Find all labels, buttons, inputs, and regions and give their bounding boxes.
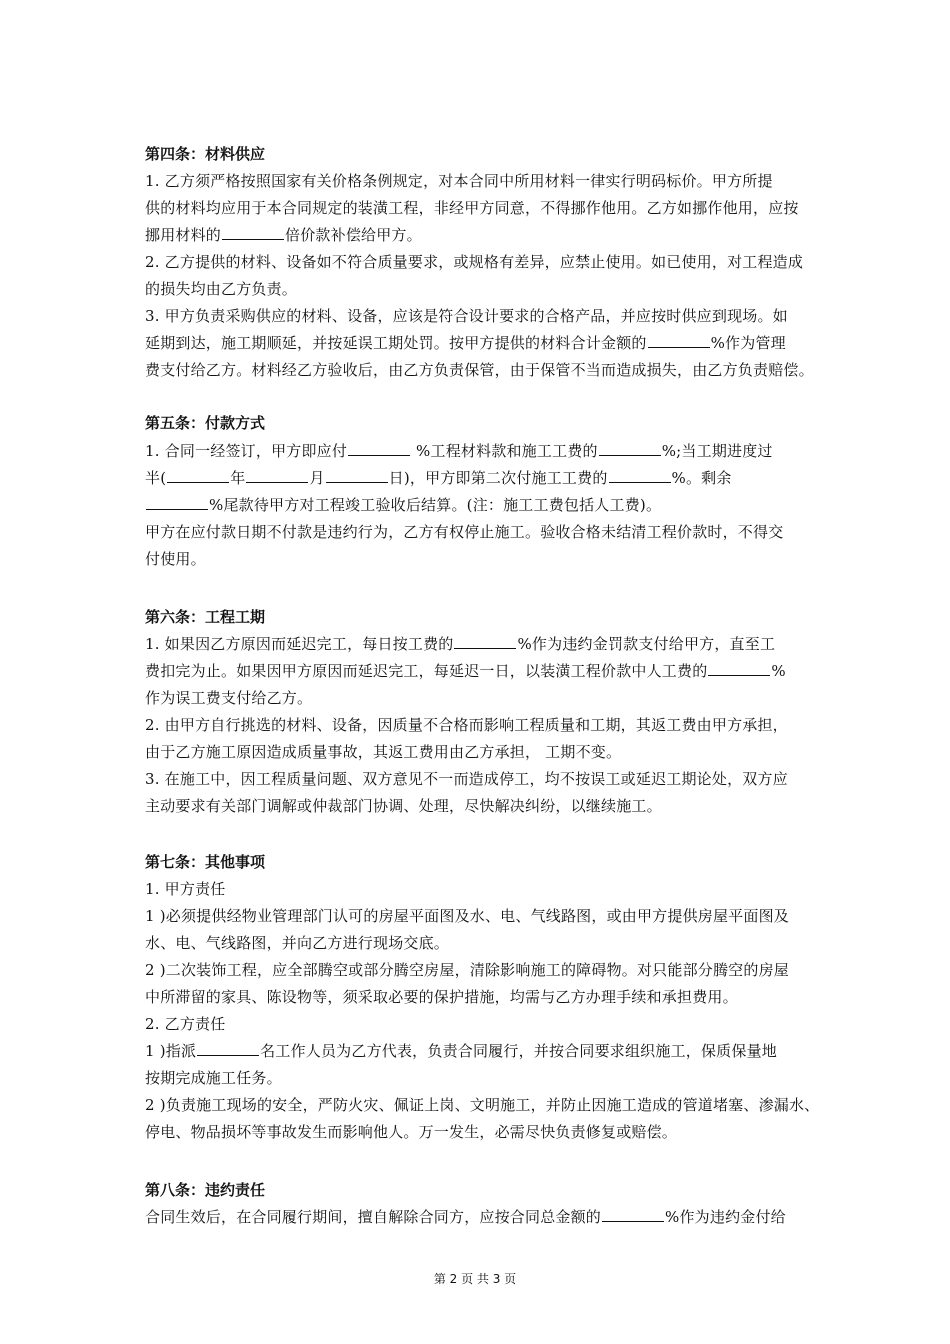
fill-blank[interactable] xyxy=(246,468,308,483)
text-line: 2 )负责施工现场的安全，严防火灾、佩证上岗、文明施工，并防止因施工造成的管道堵塞、渗漏水、 xyxy=(145,1096,820,1114)
text-line: 水、电、气线路图，并向乙方进行现场交底。 xyxy=(145,934,450,952)
section-title: 第六条：工程工期 xyxy=(145,608,266,626)
text-line: 挪用材料的 倍价款补偿给甲方。 xyxy=(145,226,422,244)
text-line: 2 )二次装饰工程，应全部腾空或部分腾空房屋，清除影响施工的障碍物。对只能部分腾空的房屋 xyxy=(145,961,789,979)
fill-blank[interactable] xyxy=(599,441,661,456)
text-line: 1. 如果因乙方原因而延迟完工，每日按工费的 %作为违约金罚款支付给甲方，直至工 xyxy=(145,635,776,653)
text-line: 费扣完为止。如果因甲方原因而延迟完工，每延迟一日，以装潢工程价款中人工费的 % xyxy=(145,662,786,680)
text-line: 主动要求有关部门调解或仲裁部门协调、处理，尽快解决纠纷，以继续施工。 xyxy=(145,797,662,815)
text-line: 由于乙方施工原因造成质量事故，其返工费用由乙方承担， 工期不变。 xyxy=(145,743,622,761)
page-footer: 第 2 页 共 3 页 xyxy=(433,1272,517,1286)
fill-blank[interactable] xyxy=(648,333,710,348)
fill-blank[interactable] xyxy=(454,634,516,649)
text-line: 1 )必须提供经物业管理部门认可的房屋平面图及水、电、气线路图，或由甲方提供房屋平面图及 xyxy=(145,907,789,925)
text-line: 甲方在应付款日期不付款是违约行为，乙方有权停止施工。验收合格未结清工程价款时，不得交 xyxy=(145,523,784,541)
text-line: 1. 乙方须严格按照国家有关价格条例规定，对本合同中所用材料一律实行明码标价。甲方所提 xyxy=(145,172,773,190)
text-line: 1. 甲方责任 xyxy=(145,880,226,898)
text-line: 供的材料均应用于本合同规定的装潢工程，非经甲方同意，不得挪作他用。乙方如挪作他用，应按 xyxy=(145,199,799,217)
text-line: 3. 在施工中，因工程质量问题、双方意见不一而造成停工，均不按误工或延迟工期论处，双方应 xyxy=(145,770,788,788)
text-line: 延期到达，施工期顺延，并按延误工期处罚。按甲方提供的材料合计金额的 %作为管理 xyxy=(145,334,786,352)
text-line: 停电、物品损坏等事故发生而影响他人。万一发生，必需尽快负责修复或赔偿。 xyxy=(145,1123,678,1141)
text-line: 中所滞留的家具、陈设物等，须采取必要的保护措施，均需与乙方办理手续和承担费用。 xyxy=(145,988,738,1006)
text-line: 合同生效后，在合同履行期间，擅自解除合同方，应按合同总金额的 %作为违约金付给 xyxy=(145,1208,786,1226)
fill-blank[interactable] xyxy=(197,1041,259,1056)
fill-blank[interactable] xyxy=(348,441,410,456)
text-line: 2. 乙方责任 xyxy=(145,1015,226,1033)
section-title: 第五条：付款方式 xyxy=(145,414,266,432)
fill-blank[interactable] xyxy=(602,1207,664,1222)
text-line: %尾款待甲方对工程竣工验收后结算。(注：施工工费包括人工费)。 xyxy=(145,495,815,515)
fill-blank[interactable] xyxy=(708,661,770,676)
text-line: 费支付给乙方。材料经乙方验收后，由乙方负责保管，由于保管不当而造成损失，由乙方负责赔偿。 xyxy=(145,361,814,379)
section-title: 第七条：其他事项 xyxy=(145,853,266,871)
fill-blank[interactable] xyxy=(609,468,671,483)
section-title: 第四条：材料供应 xyxy=(145,145,266,163)
text-line: 1 )指派 名工作人员为乙方代表，负责合同履行，并按合同要求组织施工，保质保量地 xyxy=(145,1042,777,1060)
text-line: 1. 合同一经签订，甲方即应付 %工程材料款和施工工费的 %;当工期进度过 xyxy=(145,442,773,460)
text-line: 的损失均由乙方负责。 xyxy=(145,280,298,298)
fill-blank[interactable] xyxy=(167,468,229,483)
fill-blank[interactable] xyxy=(326,468,388,483)
text-line: 作为误工费支付给乙方。 xyxy=(145,689,313,707)
text-line: 2. 由甲方自行挑选的材料、设备，因质量不合格而影响工程质量和工期，其返工费由甲方承担， xyxy=(145,716,788,734)
text-line: 付使用。 xyxy=(145,550,206,568)
text-line: 3. 甲方负责采购供应的材料、设备，应该是符合设计要求的合格产品，并应按时供应到现场。如 xyxy=(145,307,788,325)
text-line: 按期完成施工任务。 xyxy=(145,1069,282,1087)
text-line: 半( 年 月 日)，甲方即第二次付施工工费的 %。剩余 xyxy=(145,469,732,487)
fill-blank[interactable] xyxy=(146,495,208,510)
text-line: 2. 乙方提供的材料、设备如不符合质量要求，或规格有差异，应禁止使用。如已使用，对工程造成 xyxy=(145,253,804,271)
section-title: 第八条：违约责任 xyxy=(145,1181,266,1199)
fill-blank[interactable] xyxy=(222,225,284,240)
